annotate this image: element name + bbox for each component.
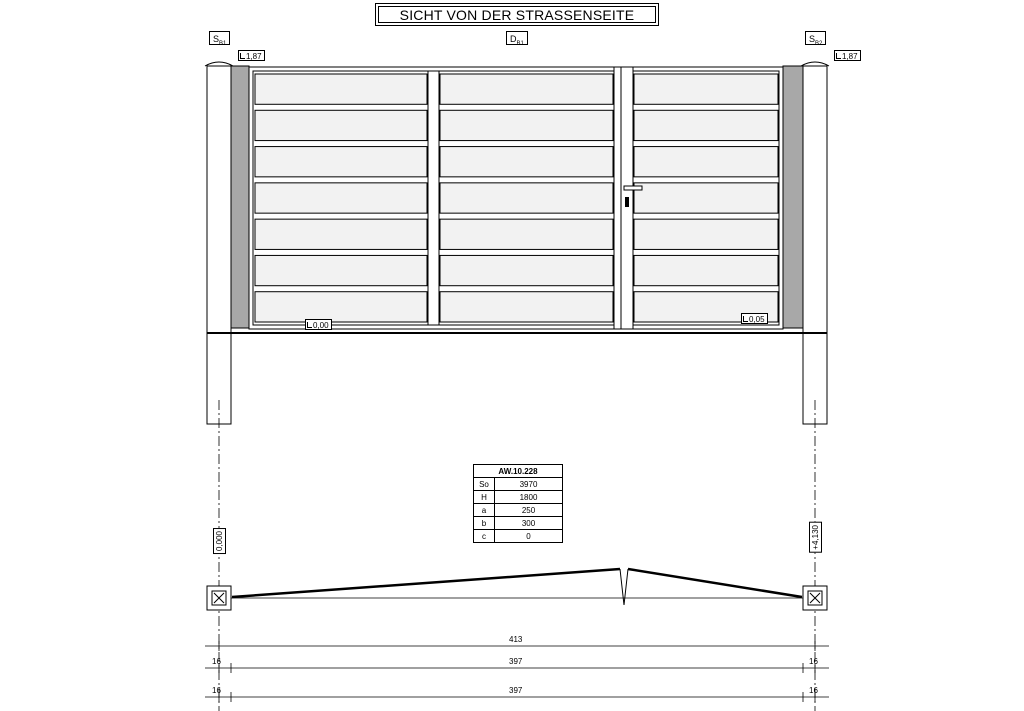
dim-row2-left: 16 xyxy=(212,686,221,695)
gate-panel xyxy=(440,183,613,213)
plan-view xyxy=(207,569,827,610)
spec-value: 1800 xyxy=(495,491,563,504)
spec-value: 300 xyxy=(495,517,563,530)
gate-tag xyxy=(506,31,528,45)
post-right-tag-main: S xyxy=(809,34,816,44)
table-row xyxy=(474,478,563,491)
gate-tag-sub: B1 xyxy=(516,40,524,47)
gate-panel xyxy=(634,183,778,213)
dim-row1-left: 16 xyxy=(212,657,221,666)
gate-panel xyxy=(634,147,778,177)
gate-panel xyxy=(255,292,427,322)
drawing-title: SICHT VON DER STRASSENSEITE xyxy=(378,6,656,23)
table-row xyxy=(474,530,563,543)
spec-key: a xyxy=(474,504,495,517)
gate-panel xyxy=(440,219,613,249)
spec-key: b xyxy=(474,517,495,530)
leaf-left-plan xyxy=(232,569,620,597)
spec-value: 250 xyxy=(495,504,563,517)
leaf-right-plan xyxy=(628,569,802,597)
spec-value: 0 xyxy=(495,530,563,543)
spec-key: c xyxy=(474,530,495,543)
spec-key: So xyxy=(474,478,495,491)
gate-panel xyxy=(634,110,778,140)
gate-tag-main: D xyxy=(510,34,517,44)
gate-panel xyxy=(255,255,427,285)
dim-row1-middle: 397 xyxy=(509,657,523,666)
level-bottom-right: 0,05 xyxy=(741,313,768,324)
dim-row1-right: 16 xyxy=(809,657,818,666)
elevation-left: 0,000 xyxy=(213,528,226,554)
spec-key: H xyxy=(474,491,495,504)
post-left-tag-main: S xyxy=(213,34,220,44)
gate-panel xyxy=(634,74,778,104)
spec-table xyxy=(473,464,563,543)
post-right-tag-sub: B2 xyxy=(815,40,823,47)
gate-panels xyxy=(255,74,778,322)
gate-panel xyxy=(440,110,613,140)
dim-row2-right: 16 xyxy=(809,686,818,695)
gate-panel xyxy=(634,255,778,285)
gate-panel xyxy=(255,219,427,249)
dim-total: 413 xyxy=(509,635,523,644)
gate-panel xyxy=(255,74,427,104)
table-row xyxy=(474,491,563,504)
level-top-right: 1,87 xyxy=(834,50,861,61)
post-left xyxy=(205,62,249,424)
drawing-title-frame xyxy=(375,3,659,26)
gate-panel xyxy=(440,147,613,177)
dim-row2-middle: 397 xyxy=(509,686,523,695)
gate-panel xyxy=(440,74,613,104)
gate-panel xyxy=(440,255,613,285)
post-left-tag-sub: B1 xyxy=(219,40,227,47)
post-left-tag xyxy=(209,31,230,45)
spec-table-header: AW.10.228 xyxy=(474,465,563,478)
gate-panel xyxy=(255,183,427,213)
spec-value: 3970 xyxy=(495,478,563,491)
gate-panel xyxy=(634,219,778,249)
post-right-tag xyxy=(805,31,826,45)
post-right xyxy=(783,62,829,424)
level-top-left: 1,87 xyxy=(238,50,265,61)
gate-panel xyxy=(255,147,427,177)
elevation-right: +4,130 xyxy=(809,522,822,553)
table-row xyxy=(474,517,563,530)
level-bottom-left: 0,00 xyxy=(305,319,332,330)
table-row xyxy=(474,504,563,517)
gate-panel xyxy=(440,292,613,322)
gate-panel xyxy=(255,110,427,140)
